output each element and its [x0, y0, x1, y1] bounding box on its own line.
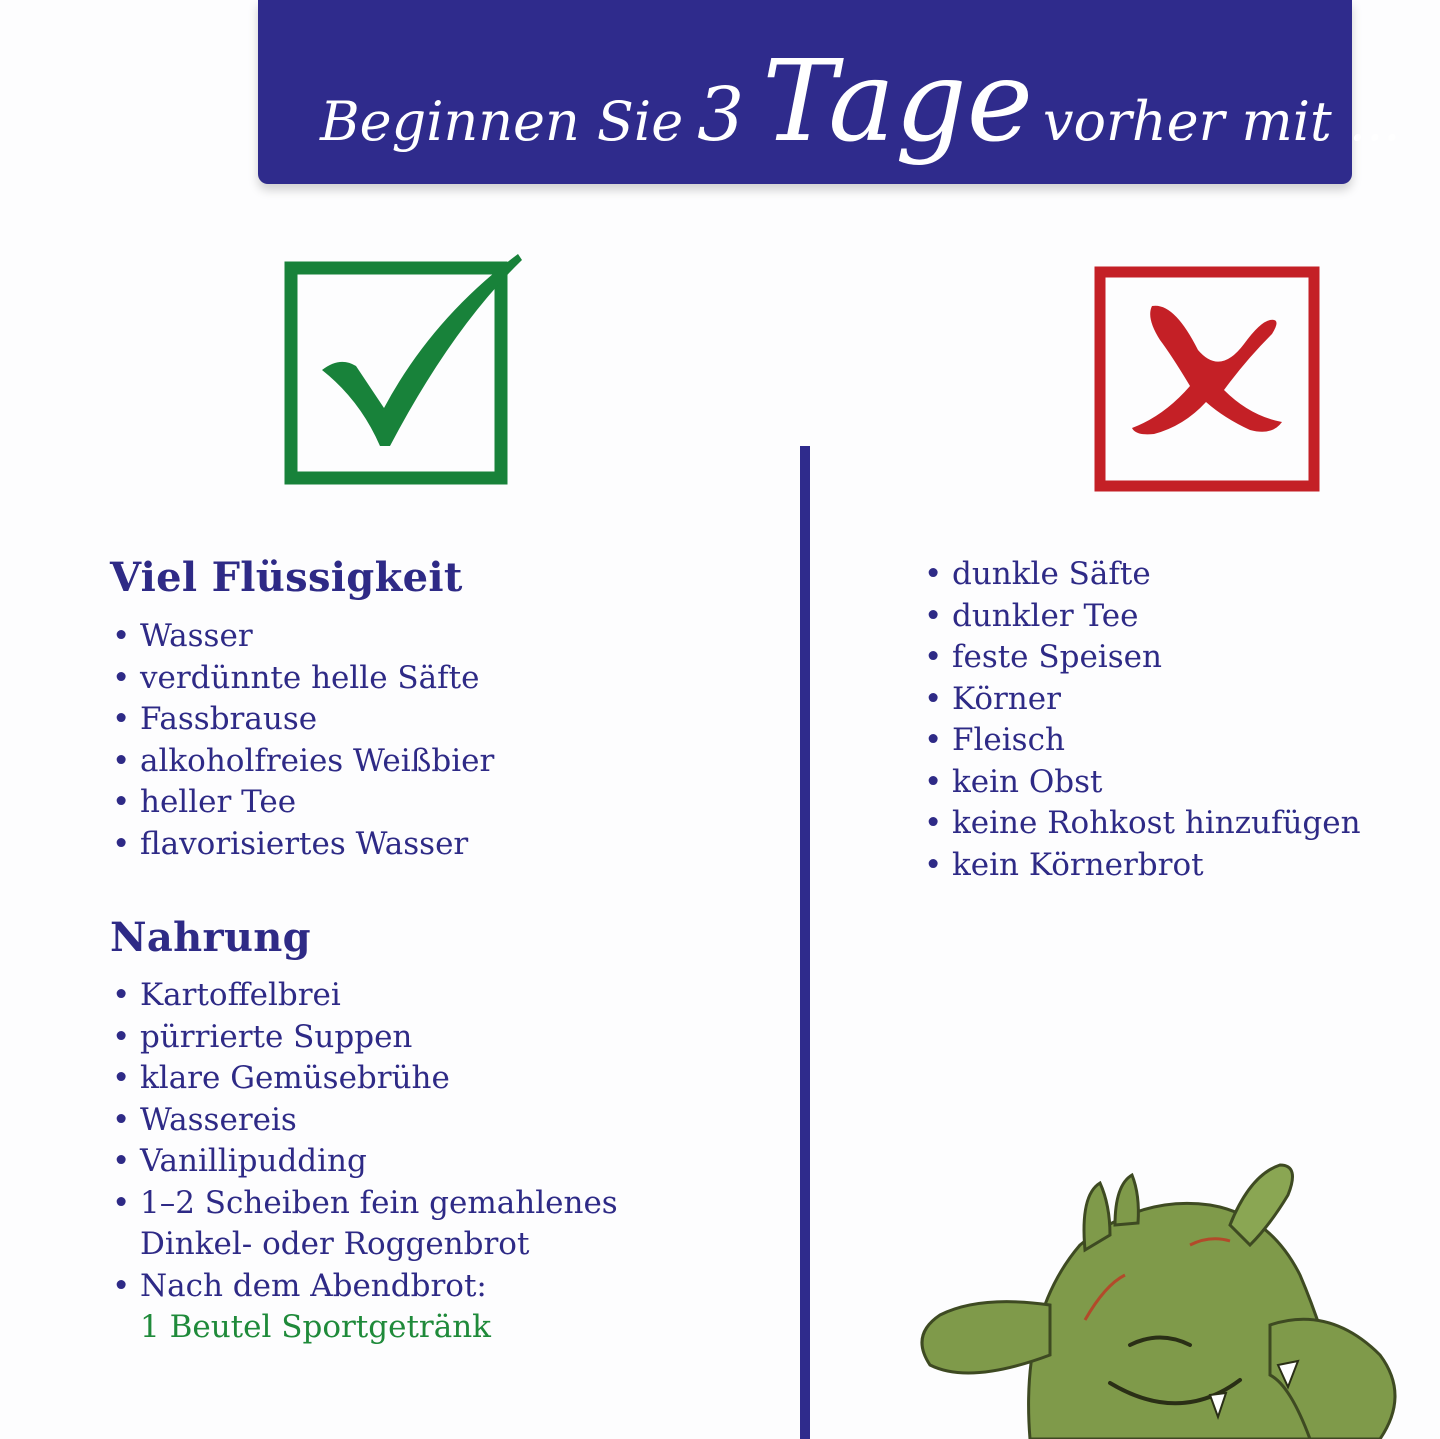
list-item: • Fassbrause	[112, 701, 318, 737]
list-item: • 1–2 Scheiben fein gemahlenes Dinkel- oder Roggenbrot	[112, 1184, 618, 1262]
list-item: • alkoholfreies Weißbier	[112, 742, 495, 779]
list-item: • kein Obst	[924, 763, 1103, 800]
column-divider	[800, 446, 810, 1439]
list-item: • Körner	[924, 680, 1061, 717]
list-item: • Nach dem Abendbrot: 1 Beutel Sportgetränk	[112, 1266, 618, 1349]
sport-drink-note: 1 Beutel Sportgetränk	[140, 1309, 491, 1345]
green-monster-illustration	[910, 1155, 1440, 1439]
heading-fluids: Viel Flüssigkeit	[110, 554, 463, 601]
list-item: • keine Rohkost hinzufügen	[924, 805, 1361, 841]
list-item: • dunkler Tee	[924, 597, 1139, 634]
list-item: • klare Gemüsebrühe	[112, 1060, 450, 1096]
banner-title	[320, 8, 1401, 167]
avoid-list	[924, 554, 1361, 886]
banner-number: 3	[697, 72, 745, 158]
banner-part1: Beginnen Sie	[320, 90, 684, 153]
list-item: • feste Speisen	[924, 639, 1162, 675]
list-item: • heller Tee	[112, 784, 297, 820]
list-item: • dunkle Säfte	[924, 556, 1151, 592]
list-item: • kein Körnerbrot	[924, 846, 1204, 883]
cross-mark-icon	[1094, 266, 1320, 492]
fluids-list	[112, 616, 494, 865]
list-item: • Wasser	[112, 618, 253, 654]
list-item: • flavorisiertes Wasser	[112, 825, 469, 862]
list-item: • Wassereis	[112, 1101, 297, 1138]
banner-word: Tage	[762, 37, 1034, 167]
food-list	[112, 975, 618, 1349]
check-mark-icon	[282, 248, 528, 490]
list-item: • Kartoffelbrei	[112, 977, 341, 1013]
list-item: • verdünnte helle Säfte	[112, 659, 480, 696]
list-item: • Vanillipudding	[112, 1143, 367, 1179]
heading-food: Nahrung	[110, 914, 311, 961]
list-item: • Fleisch	[924, 722, 1065, 758]
list-item: • pürrierte Suppen	[112, 1018, 413, 1055]
banner-part2: vorher mit ...	[1043, 90, 1401, 153]
